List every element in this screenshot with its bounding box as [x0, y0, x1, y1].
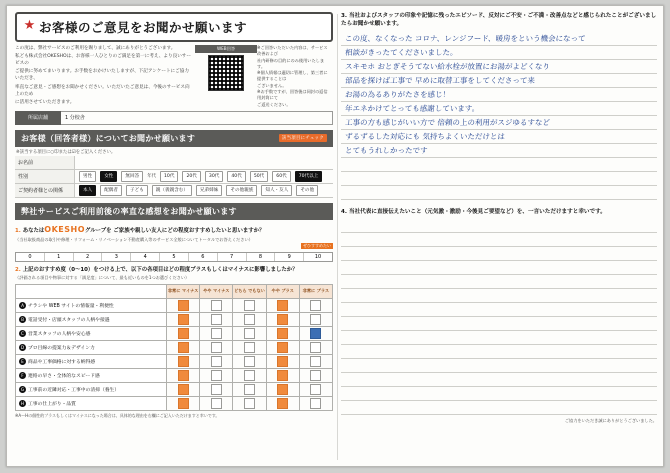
row-text-h: 工事の仕上がり・品質 [28, 401, 76, 407]
answer-line[interactable] [341, 102, 657, 116]
scale-tag: ぜひすすめたい [302, 242, 331, 248]
scale-7[interactable]: 7 [218, 253, 247, 261]
option-age-10[interactable]: 10代 [160, 171, 178, 182]
scale-10[interactable]: 10 [304, 253, 332, 261]
form-title-box [15, 12, 333, 42]
option-age-60[interactable]: 60代 [272, 171, 290, 182]
question-3-text [341, 12, 657, 29]
table-row [16, 354, 333, 368]
answer-line[interactable] [341, 186, 657, 200]
row-label-g [16, 382, 167, 396]
option-relation-spouse[interactable]: 配偶者 [100, 185, 122, 196]
answer-line[interactable] [341, 172, 657, 186]
column-divider [337, 14, 338, 460]
row-text-d: プロ目線の提案力＆デザイン力 [28, 345, 95, 351]
option-age-70plus[interactable]: 70代以上 [295, 171, 323, 182]
cell-f-4[interactable] [299, 368, 332, 382]
note-line: ございません。 [257, 82, 287, 88]
cell-c-0[interactable] [167, 326, 200, 340]
handwriting-line: 部品を探けば工事で 早めに取替工事をしてくださって来 [344, 75, 536, 85]
note-line: ※個人情報は適切に管理し、第三者に提供することは [257, 70, 328, 82]
intro-block [15, 45, 333, 108]
cell-b-4[interactable] [299, 312, 332, 326]
cell-d-0[interactable] [167, 340, 200, 354]
header-minus: やや マイナス [200, 284, 233, 298]
row-label-a [16, 298, 167, 312]
question-4-text [341, 208, 657, 216]
cell-d-3[interactable] [266, 340, 299, 354]
qr-code-icon[interactable] [208, 55, 244, 91]
table-row [16, 312, 333, 326]
question-4-answer-area[interactable] [341, 219, 657, 415]
qr-side-note [257, 45, 329, 108]
nps-scale[interactable] [15, 252, 333, 262]
input-name[interactable] [75, 156, 333, 169]
answer-line[interactable] [341, 219, 657, 233]
qr-badge: WEB回答 [195, 45, 257, 53]
option-age-20[interactable]: 20代 [182, 171, 200, 182]
answer-line[interactable] [341, 345, 657, 359]
table-row [16, 368, 333, 382]
note-line: ※ご回答いただいた内容は、サービス改善および [257, 45, 328, 57]
note-line: 社内研修の目的にのみ使用いたします。 [257, 57, 325, 69]
answer-line[interactable] [341, 275, 657, 289]
cell-c-2[interactable] [233, 326, 266, 340]
cell-a-2[interactable] [233, 298, 266, 312]
question-1-pre: あなたは [22, 227, 45, 234]
row-text-a: チラシや WEB サイトの情報量・利便性 [28, 303, 114, 309]
answer-line[interactable] [341, 401, 657, 415]
table-header-row [16, 284, 333, 298]
cell-f-2[interactable] [233, 368, 266, 382]
answer-line[interactable] [341, 359, 657, 373]
cell-b-3[interactable] [266, 312, 299, 326]
cell-h-0[interactable] [167, 396, 200, 410]
cell-h-3[interactable] [266, 396, 299, 410]
question-1-sub: （当社取扱商品の取引や修理・リフォーム・リノベーション不動産購入等のサービス全般についてトータルでお答えください） [15, 236, 253, 242]
cell-b-1[interactable] [200, 312, 233, 326]
row-text-c: 営業スタッフの人柄や安心感 [28, 331, 91, 337]
scale-6[interactable]: 6 [189, 253, 218, 261]
survey-sheet [6, 5, 664, 467]
gender-age-body [75, 170, 333, 183]
answer-line[interactable] [341, 233, 657, 247]
note-line: ご返送ください。 [257, 101, 291, 107]
option-relation-friend[interactable]: 知人・友人 [261, 185, 292, 196]
intro-text [15, 45, 195, 108]
brand-name: OKESHO [44, 224, 86, 234]
row-text-g: 工事前の近隣対応・工事中の清掃（養生） [28, 387, 120, 393]
scale-3[interactable]: 3 [102, 253, 131, 261]
answer-line[interactable] [341, 158, 657, 172]
row-mark-b: B [19, 316, 26, 323]
answer-line[interactable] [341, 331, 657, 345]
header-plus: やや プラス [266, 284, 299, 298]
intro-line: に活用させていただきます。 [15, 99, 75, 105]
cell-h-4[interactable] [299, 396, 332, 410]
cell-e-4[interactable] [299, 354, 332, 368]
cell-g-1[interactable] [200, 382, 233, 396]
shop-label: 所属店舗 [15, 111, 61, 125]
row-mark-f: F [19, 372, 26, 379]
note-line: ※お手数ですが、回答後は同封の返信用封筒にて [257, 89, 328, 101]
cell-d-1[interactable] [200, 340, 233, 354]
star-icon: ★ [23, 18, 36, 33]
handwriting-line: 年エネかけてとっても感謝しています。 [344, 103, 480, 113]
cell-g-3[interactable] [266, 382, 299, 396]
customer-section-bar [15, 130, 333, 147]
option-relation-other-family[interactable]: その他親族 [226, 185, 257, 196]
header-neutral: どちら でもない [233, 284, 266, 298]
cell-a-0[interactable] [167, 298, 200, 312]
answer-line[interactable] [341, 60, 657, 74]
answer-line[interactable] [341, 373, 657, 387]
right-column [341, 12, 657, 460]
field-row-relation [15, 184, 333, 198]
cell-d-4[interactable] [299, 340, 332, 354]
question-1-number: 1. [15, 227, 21, 234]
scale-1[interactable]: 1 [45, 253, 74, 261]
header-very-minus: 非常に マイナス [167, 284, 200, 298]
field-row-gender-age [15, 170, 333, 184]
scale-4[interactable]: 4 [131, 253, 160, 261]
answer-line[interactable] [341, 32, 657, 46]
cell-e-2[interactable] [233, 354, 266, 368]
rating-table [15, 284, 333, 411]
row-label-c [16, 326, 167, 340]
intro-line: 私ども株式会社OKESHOは、お客様一人ひとりのご満足を第一に考え、より良いサービスの [15, 54, 191, 67]
row-label-e [16, 354, 167, 368]
left-column [15, 12, 333, 460]
answer-line[interactable] [341, 116, 657, 130]
option-relation-self[interactable]: 本人 [79, 185, 96, 196]
question-4-body: 当社代表に直接伝えたいこと（元気激・激励・今後見ご要望など）を、一言いただけますと幸いです。 [348, 208, 606, 215]
intro-line: ご提供に努めてまいります。お手数をおかけいたしますが、下記アンケートにご協力いただき、 [15, 69, 189, 82]
row-label-h [16, 396, 167, 410]
cell-f-0[interactable] [167, 368, 200, 382]
cell-g-0[interactable] [167, 382, 200, 396]
cell-h-1[interactable] [200, 396, 233, 410]
answer-line[interactable] [341, 130, 657, 144]
option-relation-sibling[interactable]: 兄弟姉妹 [196, 185, 222, 196]
customer-section-title: お客様（回答者様）についてお聞かせ願います [21, 133, 196, 143]
row-mark-h: H [20, 400, 25, 406]
question-4-number: 4. [341, 208, 348, 215]
question-3-number: 3. [341, 13, 348, 19]
cell-g-4[interactable] [299, 382, 332, 396]
scale-5[interactable]: 5 [160, 253, 189, 261]
handwriting-line: とてもうれしかったです [344, 145, 428, 155]
header-very-plus: 非常に プラス [299, 284, 332, 298]
qr-block [195, 45, 257, 108]
table-row [16, 396, 333, 410]
customer-section-badge: 該当項目にチェック [279, 134, 327, 142]
service-section-title: 弊社サービスご利用前後の率直な感想をお聞かせ願います [21, 206, 237, 216]
question-2-number: 2. [15, 266, 21, 273]
row-mark-g: G [20, 386, 25, 392]
question-1-text [15, 224, 333, 236]
customer-section-note: ※該当する項目に○印または☑をご記入ください。 [16, 149, 116, 155]
row-text-e: 商品や工事価格に対する納得感 [28, 359, 96, 365]
row-mark-a: A [19, 302, 26, 309]
question-1-post: グループを ご家族や親しい友人にどの程度おすすめしたいと思いますか？ [85, 227, 265, 234]
question-2-sub: （評価される項目や物事に対する「満足度」について、最も近いものを1つお選びください） [15, 274, 190, 280]
option-age-50[interactable]: 50代 [250, 171, 268, 182]
question-3-body: 当社およびスタッフの印象や記憶に残ったエピソード、反対にご不安・ご不満・改善点などと感じられたことがございましたらお聞かせ願います。 [341, 13, 657, 28]
row-label-b [16, 312, 167, 326]
row-mark-e: E [19, 358, 26, 365]
option-relation-other[interactable]: その他 [296, 185, 318, 196]
cell-a-3[interactable] [266, 298, 299, 312]
cell-g-2[interactable] [233, 382, 266, 396]
label-gender: 性別 [15, 170, 75, 183]
answer-line[interactable] [341, 88, 657, 102]
answer-line[interactable] [341, 261, 657, 275]
question-1 [15, 224, 333, 262]
option-age-40[interactable]: 40代 [227, 171, 245, 182]
cell-f-1[interactable] [200, 368, 233, 382]
question-2-text [15, 266, 333, 274]
answer-line[interactable] [341, 247, 657, 261]
label-relation: ご契約者様との関係 [15, 184, 75, 197]
answer-line[interactable] [341, 289, 657, 303]
table-row [16, 298, 333, 312]
option-age-30[interactable]: 30代 [205, 171, 223, 182]
handwriting-line: スキモホ おとぎそうてない給水栓が放置にお湯がよどくなり [344, 61, 551, 71]
table-row [16, 382, 333, 396]
intro-line: この度は、弊社サービスのご利用を賜りまして、誠にありがとうございます。 [15, 46, 176, 51]
page-title: お客様のご意見をお聞かせ願います [39, 20, 248, 35]
scale-0[interactable]: 0 [16, 253, 45, 261]
cell-h-2[interactable] [233, 396, 266, 410]
handwriting-line: 相談がきったてくださいました。 [344, 47, 458, 57]
handwriting-line: 工事の方も感じがいい方で 倍頼の上の利用がスジゆるすなど [344, 117, 551, 127]
cell-a-1[interactable] [200, 298, 233, 312]
relation-body [75, 184, 333, 197]
row-label-f [16, 368, 167, 382]
option-relation-parent[interactable]: 親（義親含む） [152, 185, 192, 196]
scale-8[interactable]: 8 [247, 253, 276, 261]
cell-b-2[interactable] [233, 312, 266, 326]
question-2-body: 上記のおすすめ度（0～10）をつける上で、以下の各項目はどの程度プラスもしくはマイナスに影響しましたか？ [22, 266, 298, 273]
option-gender-none[interactable]: 無回答 [121, 171, 143, 182]
cell-e-3[interactable] [266, 354, 299, 368]
shop-value[interactable]: 1 分校舎 [61, 111, 333, 125]
option-relation-child[interactable]: 子ども [126, 185, 148, 196]
answer-line[interactable] [341, 317, 657, 331]
option-gender-female[interactable]: 女性 [100, 171, 117, 182]
row-mark-c: C [19, 330, 26, 337]
cell-b-0[interactable] [167, 312, 200, 326]
question-2 [15, 266, 333, 419]
table-row [16, 340, 333, 354]
shop-row [15, 111, 333, 125]
scale-2[interactable]: 2 [74, 253, 103, 261]
scale-9[interactable]: 9 [275, 253, 304, 261]
scale-tag-row [15, 243, 333, 249]
cell-e-0[interactable] [167, 354, 200, 368]
row-mark-d: D [20, 344, 25, 350]
cell-d-2[interactable] [233, 340, 266, 354]
answer-line[interactable] [341, 74, 657, 88]
service-section-bar [15, 203, 333, 220]
header-item [16, 284, 167, 298]
label-name: お名前 [15, 156, 75, 169]
cell-c-1[interactable] [200, 326, 233, 340]
handwriting-line: この度、なくなった コロナ、レンジフード、暖房をという機会になって [344, 33, 586, 43]
handwriting-line: お湯の為るありがたさを感じ！ [344, 89, 451, 99]
intro-line: 率直なご意見・ご感想をお聞かせください。いただいたご意見は、今後のサービス向上のため [15, 84, 190, 97]
answer-line[interactable] [341, 46, 657, 60]
table-row [16, 326, 333, 340]
cell-c-3[interactable] [266, 326, 299, 340]
option-gender-male[interactable]: 男性 [79, 171, 96, 182]
table-footnote: ※A～Hの個性的プラスもしくはマイナスになった場合は、具体的な理由を右欄にご記入いただけますと幸いです。 [15, 412, 220, 418]
cell-f-3[interactable] [266, 368, 299, 382]
row-label-d [16, 340, 167, 354]
row-text-f: 連絡の早さ・全体的なスピード感 [28, 373, 100, 379]
row-text-b: 電話受付・店頭スタッフの人柄や接遇 [28, 317, 110, 323]
field-row-name [15, 156, 333, 170]
cell-c-4[interactable] [299, 326, 332, 340]
cell-a-4[interactable] [299, 298, 332, 312]
handwriting-line: ずるずるした対応にも 気持ちよくいただけとは [344, 131, 506, 141]
thank-you-note: ご協力をいただき誠にありがとうございました。 [564, 418, 657, 424]
answer-line[interactable] [341, 387, 657, 401]
label-age: 年代 [147, 174, 156, 180]
answer-line[interactable] [341, 303, 657, 317]
cell-e-1[interactable] [200, 354, 233, 368]
question-3-answer-area[interactable] [341, 32, 657, 200]
answer-line[interactable] [341, 144, 657, 158]
